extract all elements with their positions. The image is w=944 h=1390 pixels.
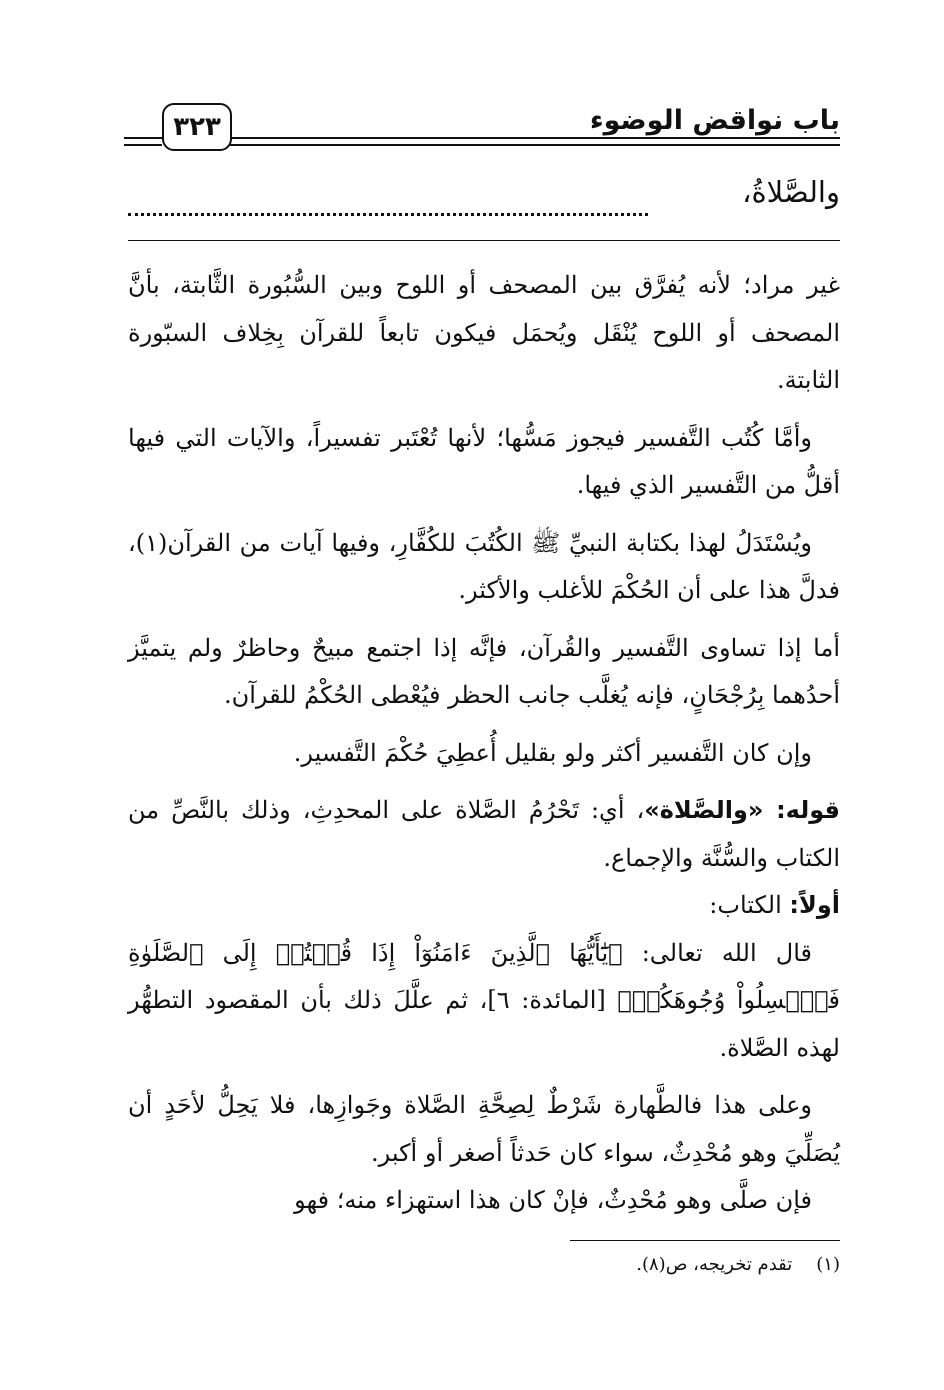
- paragraph-text: وإن كان التَّفسير أكثر ولو بقليل أُعطِيَ حُكْمَ التَّفسير.: [293, 738, 812, 767]
- matn-text: والصَّلاةُ،: [742, 175, 840, 209]
- paragraph: [128, 520, 840, 615]
- header-rule-left-top: [124, 137, 162, 139]
- paragraph: [128, 625, 840, 720]
- paragraph-text: وأمَّا كُتُب التَّفسير فيجوز مَسُّها؛ لأنها تُعْتَبر تفسيراً، والآيات التي فيها أقلُّ من التَّفسير الذي فيها.: [128, 423, 840, 499]
- paragraph: [128, 882, 840, 930]
- paragraph-text: الكتاب:: [709, 891, 790, 919]
- paragraph: [128, 730, 840, 778]
- matn-dotted-line: [128, 176, 648, 216]
- paragraph-text: ، أي: تَحْرُمُ الصَّلاة على المحدِثِ، وذلك بالنَّصِّ من الكتاب والسُّنَّة والإجماع.: [128, 796, 840, 872]
- paragraph-text: فإن صلَّى وهو مُحْدِثٌ، فإنْ كان هذا استهزاء منه؛ فهو: [294, 1186, 812, 1214]
- paragraph-label: قوله: «والصَّلاة»: [644, 796, 840, 824]
- page-number: [162, 103, 232, 151]
- footnote-number: (١): [816, 1254, 840, 1275]
- paragraph-text: ويُسْتَدَلُ لهذا بكتابة النبيِّ ﷺ الكُتُبَ للكُفَّارِ، وفيها آيات من القرآن(١)، فدلَّ هذا على أن الحُكْمَ للأغلب والأكثر.: [128, 528, 840, 604]
- paragraph-text: غير مراد؛ لأنه يُفرَّق بين المصحف أو اللوح وبين السُّبُورة الثَّابتة، بأنَّ المصحف أو اللوح يُنْقَل ويُحمَل فيكون تابعاً للقرآن بِخِلاف السبّورة الثابتة.: [128, 271, 840, 394]
- header-rule-left-bottom: [124, 144, 162, 146]
- paragraph: [128, 1082, 840, 1177]
- matn-separator: [128, 240, 840, 241]
- footnote-separator: [570, 1240, 840, 1241]
- footnote: [636, 1252, 840, 1278]
- header-rule-bottom: [228, 144, 840, 146]
- footnote-text: تقدم تخريجه، ص(٨).: [636, 1254, 793, 1275]
- chapter-title: باب نواقض الوضوء: [589, 105, 840, 136]
- paragraph-text: وعلى هذا فالطَّهارة شَرْطٌ لِصِحَّةِ الصَّلاة وجَوازِها، فلا يَحِلُّ لأحَدٍ أن يُصَلِّيَ وهو مُحْدِثٌ، سواء كان حَدثاً أصغر أو أكبر.: [128, 1091, 840, 1167]
- paragraph: [128, 930, 840, 1073]
- paragraph-text: قال الله تعالى: ﴿يَٰٓأَيُّهَا ٱلَّذِينَ ءَامَنُوٓاْ إِذَا قُمۡتُمۡ إِلَى ٱلصَّلَوٰةِ فَٱغۡسِلُواْ وُجُوهَكُمۡ﴾ [المائدة: ٦]، ثم علَّلَ ذلك بأن المقصود التطهُّر لهذه الصَّلاة.: [128, 938, 840, 1062]
- paragraph: [128, 787, 840, 882]
- body-text: [128, 262, 840, 1225]
- paragraph: [128, 262, 840, 405]
- header-rule-top: [228, 137, 840, 139]
- paragraph: [128, 1177, 840, 1225]
- paragraph-label: أولاً:: [789, 891, 840, 919]
- paragraph: [128, 415, 840, 510]
- paragraph-text: أما إذا تساوى التَّفسير والقُرآن، فإنَّه إذا اجتمع مبيحٌ وحاظرٌ ولم يتميَّز أحدُهما بِرُجْحَانٍ، فإنه يُغلَّب جانب الحظر فيُعْطى الحُكْمُ للقرآن.: [128, 633, 840, 709]
- page-number-text: ٣٢٣: [173, 112, 221, 142]
